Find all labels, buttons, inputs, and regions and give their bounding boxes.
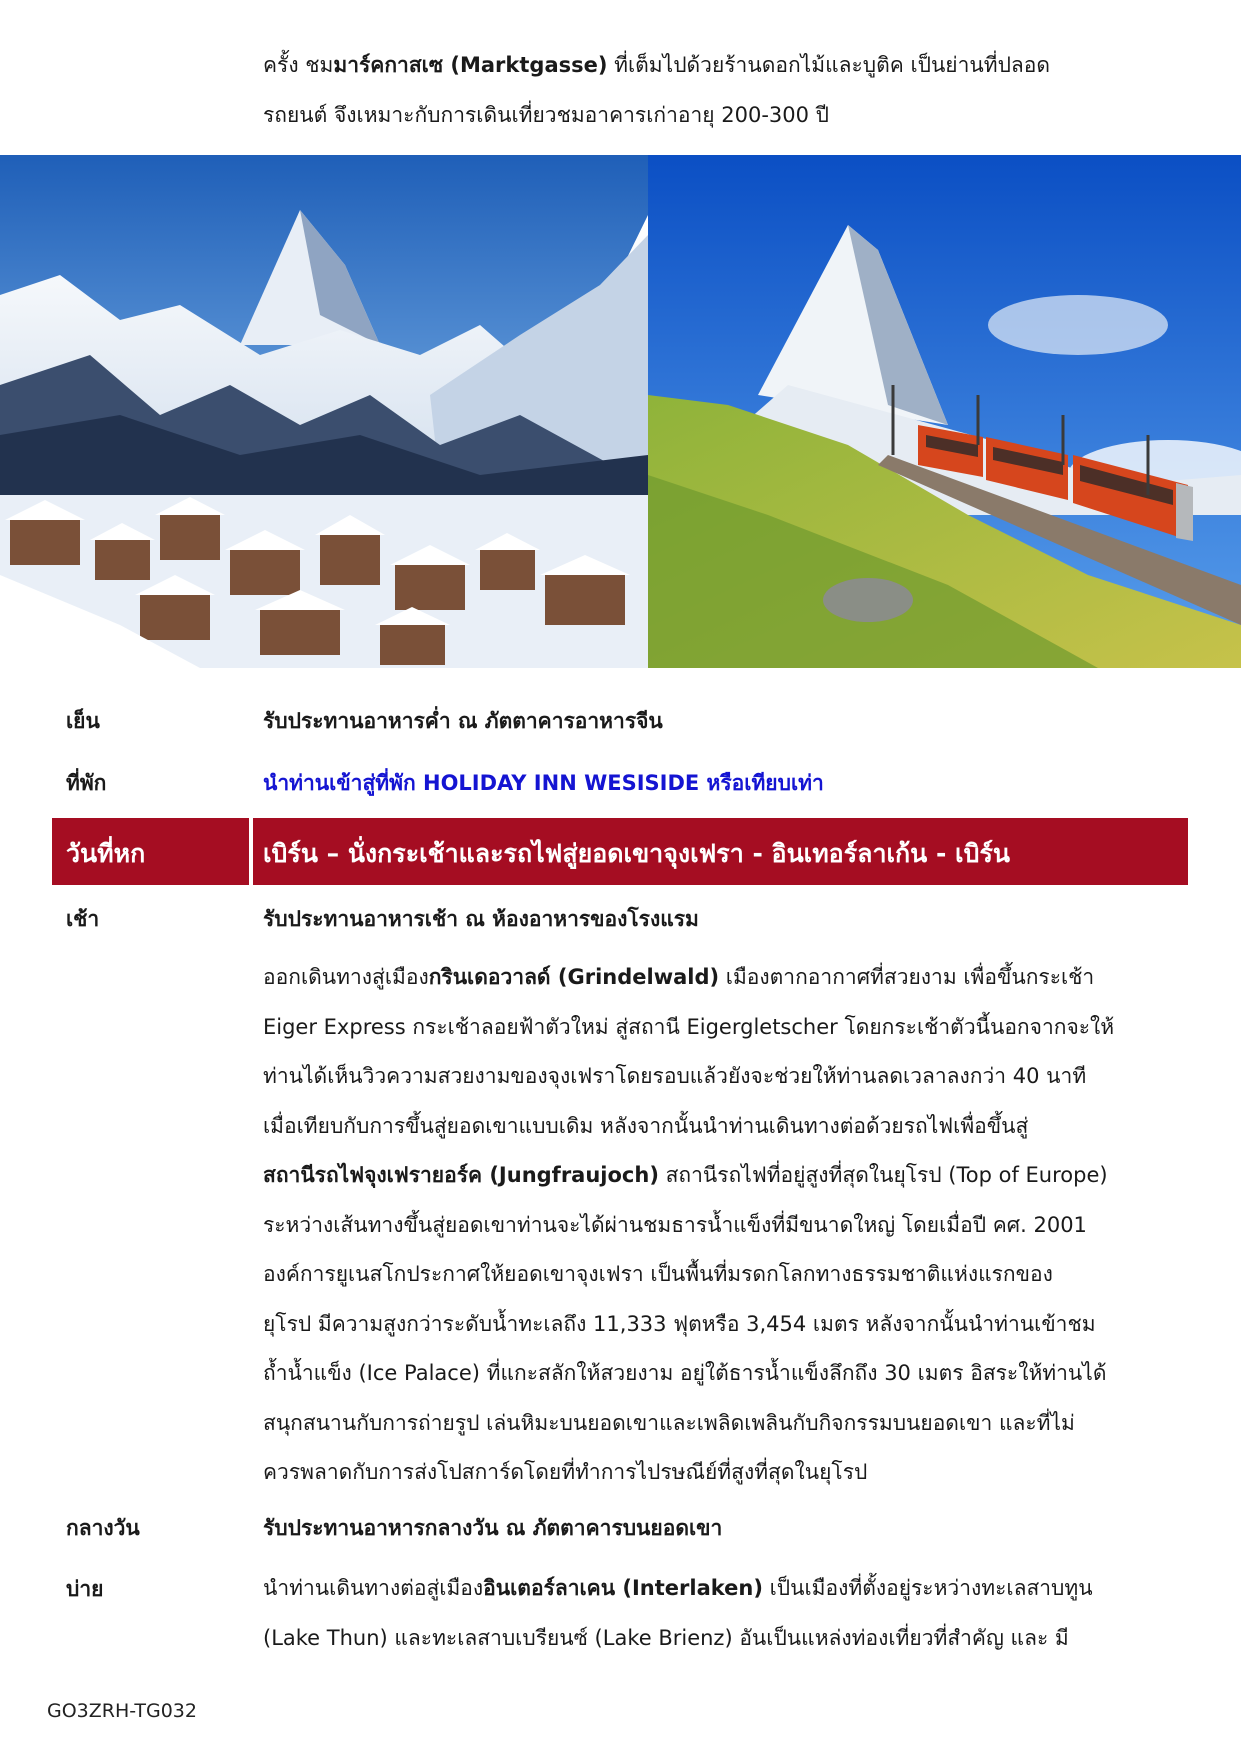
grindelwald-name: กรินเดอวาลด์ (Grindelwald): [428, 965, 720, 989]
description-line: สนุกสนานกับการถ่ายรูป เล่นหิมะบนยอดเขาและเพลิดเพลินกับกิจกรรมบนยอดเขา และที่ไม่: [263, 1410, 1075, 1435]
description-line: เมื่อเทียบกับการขึ้นสู่ยอดเขาแบบเดิม หลังจากนั้นนำท่านเดินทางต่อด้วยรถไฟเพื่อขึ้นสู่: [263, 1113, 1029, 1138]
breakfast-text: รับประทานอาหารเช้า ณ ห้องอาหารของโรงแรม: [263, 907, 699, 931]
jungfraujoch-name: สถานีรถไฟจุงเฟรายอร์ค (Jungfraujoch): [263, 1163, 659, 1187]
afternoon-line: (Lake Thun) และทะเลสาบเบรียนซ์ (Lake Brienz) อันเป็นแหล่งท่องเที่ยวที่สำคัญ และ มี: [263, 1626, 1069, 1650]
tour-code: GO3ZRH-TG032: [47, 1700, 197, 1722]
hotel-label: ที่พัก: [66, 771, 107, 795]
morning-label: เช้า: [66, 907, 100, 931]
intro-line-1: [263, 40, 1183, 90]
zermatt-winter-village-photo: [0, 155, 648, 668]
description-text: เมืองตากอากาศที่สวยงาม เพื่อขึ้นกระเช้า: [719, 965, 1095, 989]
intro-text: ที่เต็มไปด้วยร้านดอกไม้และบูติค เป็นย่านที่ปลอด: [607, 53, 1051, 77]
day-header-divider: [249, 818, 253, 885]
description-line: ยุโรป มีความสูงกว่าระดับน้ำทะเลถึง 11,333 ฟุตหรือ 3,454 เมตร หลังจากนั้นนำท่านเข้าชม: [263, 1311, 1096, 1336]
matterhorn-train-photo: [648, 155, 1241, 668]
lunch-text: รับประทานอาหารกลางวัน ณ ภัตตาคารบนยอดเขา: [263, 1516, 723, 1540]
interlaken-description: [263, 1563, 1183, 1663]
description-text: สถานีรถไฟที่อยู่สูงที่สุดในยุโรป (Top of Europe): [658, 1163, 1108, 1187]
lunch-label: กลางวัน: [66, 1516, 140, 1540]
intro-line-2: รถยนต์ จึงเหมาะกับการเดินเที่ยวชมอาคารเก่าอายุ 200-300 ปี: [263, 103, 830, 127]
description-line: ระหว่างเส้นทางขึ้นสู่ยอดเขาท่านจะได้ผ่านชมธารน้ำแข็งที่มีขนาดใหญ่ โดยเมื่อปี คศ. 2001: [263, 1212, 1087, 1237]
description-line: ควรพลาดกับการส่งโปสการ์ดโดยที่ทำการไปรษณีย์ที่สูงที่สุดในยุโรป: [263, 1460, 868, 1484]
jungfrau-description: [263, 953, 1183, 1498]
description-line: ท่านได้เห็นวิวความสวยงามของจุงเฟราโดยรอบแล้วยังจะช่วยให้ท่านลดเวลาลงกว่า 40 นาที: [263, 1064, 1087, 1088]
day-six-header: [52, 818, 1188, 885]
afternoon-line: [263, 1563, 1183, 1613]
description-line: องค์การยูเนสโกประกาศให้ยอดเขาจุงเฟรา เป็นพื้นที่มรดกโลกทางธรรมชาติแห่งแรกของ: [263, 1262, 1053, 1286]
afternoon-text: เป็นเมืองที่ตั้งอยู่ระหว่างทะเลสาบทูน: [762, 1576, 1093, 1600]
evening-meal-text: รับประทานอาหารค่ำ ณ ภัตตาคารอาหารจีน: [263, 709, 663, 733]
intro-paragraph: [263, 40, 1183, 140]
day-label: วันที่หก: [66, 839, 146, 868]
description-line: ถ้ำน้ำแข็ง (Ice Palace) ที่แกะสลักให้สวยงาม อยู่ใต้ธารน้ำแข็งลึกถึง 30 เมตร อิสระให้ท่านได้: [263, 1361, 1107, 1385]
afternoon-text: นำท่านเดินทางต่อสู่เมือง: [263, 1576, 484, 1600]
photo-strip: [0, 155, 1241, 668]
day-title: เบิร์น – นั่งกระเช้าและรถไฟสู่ยอดเขาจุงเฟรา - อินเทอร์ลาเก้น - เบิร์น: [263, 839, 1010, 868]
marktgasse-name: มาร์คกาสเซ (Marktgasse): [333, 53, 608, 77]
description-line: Eiger Express กระเช้าลอยฟ้าตัวใหม่ สู่สถานี Eigergletscher โดยกระเช้าตัวนี้นอกจากจะให้: [263, 1014, 1115, 1039]
description-text: ออกเดินทางสู่เมือง: [263, 965, 429, 989]
afternoon-label: บ่าย: [66, 1577, 104, 1601]
interlaken-name: อินเตอร์ลาเคน (Interlaken): [483, 1576, 763, 1600]
hotel-text: นำท่านเข้าสู่ที่พัก HOLIDAY INN WESISIDE หรือเทียบเท่า: [263, 771, 824, 795]
evening-label: เย็น: [66, 709, 100, 733]
description-line: [263, 1151, 1183, 1201]
intro-text: ครั้ง ชม: [263, 53, 334, 77]
description-line: [263, 953, 1183, 1003]
